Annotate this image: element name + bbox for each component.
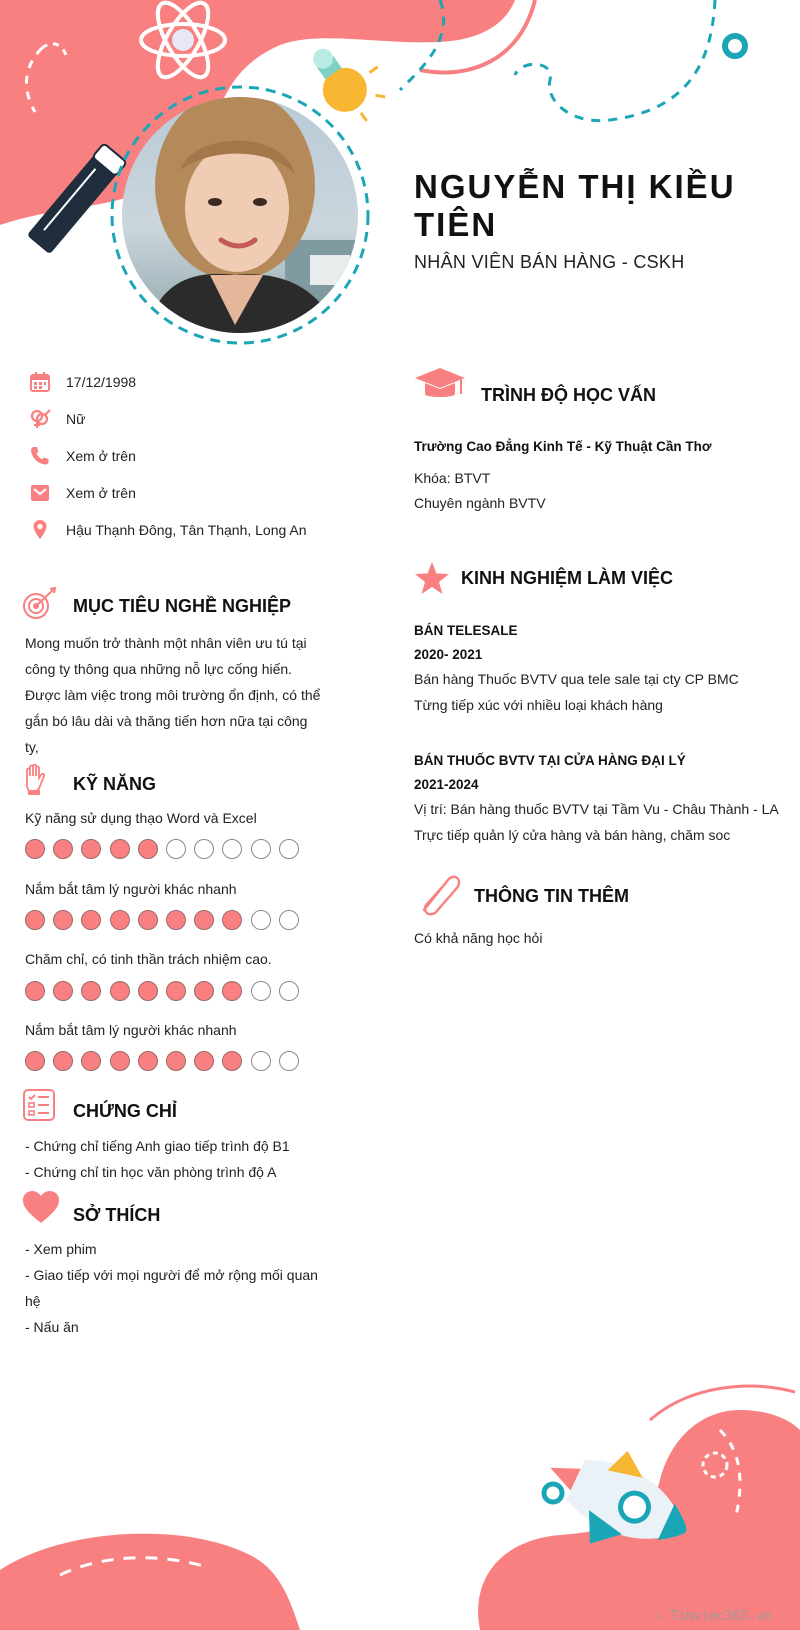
gender-icon <box>28 407 52 431</box>
certificate-item: - Chứng chỉ tiếng Anh giao tiếp trình độ B1 <box>25 1138 290 1154</box>
rating-dot-filled <box>222 981 242 1001</box>
email-icon <box>28 481 52 505</box>
job-description <box>414 796 799 848</box>
rating-dot-filled <box>81 981 101 1001</box>
rating-dot-filled <box>25 981 45 1001</box>
certificates-title: CHỨNG CHỈ <box>73 1101 177 1121</box>
skill-name: Chăm chỉ, có tinh thần trách nhiệm cao. <box>25 951 272 967</box>
skill-rating <box>25 1051 299 1071</box>
additional-text: Có khả năng học hỏi <box>414 930 543 946</box>
avatar <box>115 90 365 340</box>
rating-dot-filled <box>53 910 73 930</box>
education-course: Khóa: BTVT <box>414 470 491 486</box>
certificates-list <box>25 1133 325 1185</box>
rating-dot-empty <box>166 839 186 859</box>
job-line: Trực tiếp quản lý cửa hàng và bán hàng, chăm soc <box>414 827 731 843</box>
rating-dot-filled <box>138 1051 158 1071</box>
rating-dot-empty <box>194 839 214 859</box>
job-period: 2021-2024 <box>414 777 479 792</box>
location-icon <box>28 518 52 542</box>
rating-dot-empty <box>279 839 299 859</box>
experience-title: KINH NGHIỆM LÀM VIỆC <box>461 568 674 588</box>
rating-dot-filled <box>110 981 130 1001</box>
birthday-value: 17/12/1998 <box>66 374 137 390</box>
paperclip-icon <box>414 872 462 916</box>
skills-title: KỸ NĂNG <box>73 774 157 794</box>
info-birthday <box>28 370 136 394</box>
rating-dot-empty <box>251 910 271 930</box>
address-value: Hậu Thạnh Đông, Tân Thạnh, Long An <box>66 522 307 538</box>
rating-dot-filled <box>110 910 130 930</box>
objective-line: gắn bó lâu dài và thăng tiến hơn nữa tại công <box>25 713 308 729</box>
job-title: NHÂN VIÊN BÁN HÀNG - CSKH <box>414 252 685 272</box>
education-title: TRÌNH ĐỘ HỌC VẤN <box>481 385 656 405</box>
calendar-icon <box>28 370 52 394</box>
rating-dot-filled <box>81 910 101 930</box>
watermark: ∴ Timviec365.vn <box>654 1609 772 1624</box>
gender-value: Nữ <box>66 411 86 427</box>
hobby-line: - Xem phim <box>25 1241 97 1257</box>
rating-dot-filled <box>110 839 130 859</box>
rating-dot-filled <box>166 1051 186 1071</box>
rating-dot-empty <box>251 839 271 859</box>
graduation-cap-icon <box>414 366 466 402</box>
objective-title: MỤC TIÊU NGHỀ NGHIỆP <box>73 596 292 616</box>
info-email <box>28 481 136 505</box>
job-description <box>414 666 794 718</box>
heart-icon <box>22 1190 60 1224</box>
skill-name: Nắm bắt tâm lý người khác nhanh <box>25 881 237 897</box>
rating-dot-filled <box>222 910 242 930</box>
hand-icon <box>22 764 48 796</box>
skill-name: Nắm bắt tâm lý người khác nhanh <box>25 1022 237 1038</box>
rating-dot-filled <box>53 1051 73 1071</box>
phone-icon <box>28 444 52 468</box>
rating-dot-filled <box>222 1051 242 1071</box>
objective-line: công ty thông qua những nỗ lực cống hiến. <box>25 661 293 677</box>
rating-dot-filled <box>81 839 101 859</box>
objective-line: Được làm việc trong môi trường ổn định, có thể <box>25 687 321 703</box>
rating-dot-filled <box>138 910 158 930</box>
objective-text <box>25 630 325 760</box>
hobbies-title: SỞ THÍCH <box>73 1205 161 1225</box>
rating-dot-filled <box>138 981 158 1001</box>
school-name: Trường Cao Đẳng Kinh Tế - Kỹ Thuật Cần Thơ <box>414 439 712 454</box>
rating-dot-filled <box>138 839 158 859</box>
rating-dot-empty <box>251 981 271 1001</box>
rating-dot-filled <box>194 981 214 1001</box>
rating-dot-empty <box>279 1051 299 1071</box>
certificate-item: - Chứng chỉ tin học văn phòng trình độ A <box>25 1164 277 1180</box>
rating-dot-empty <box>251 1051 271 1071</box>
hobby-line: - Giao tiếp với mọi người để mở rộng mối quan <box>25 1267 318 1283</box>
target-icon <box>22 586 58 622</box>
candidate-name: NGUYỄN THỊ KIỀU TIÊN <box>414 168 736 243</box>
rating-dot-filled <box>25 839 45 859</box>
info-gender <box>28 407 85 431</box>
hobby-line: - Nấu ăn <box>25 1319 79 1335</box>
skill-rating <box>25 839 299 859</box>
rating-dot-filled <box>194 1051 214 1071</box>
hobbies-list <box>25 1236 325 1340</box>
rating-dot-filled <box>53 981 73 1001</box>
rating-dot-filled <box>166 981 186 1001</box>
phone-value: Xem ở trên <box>66 448 136 464</box>
education-major: Chuyên ngành BVTV <box>414 495 546 511</box>
job-line: Vị trí: Bán hàng thuốc BVTV tại Tầm Vu - Châu Thành - LA <box>414 801 779 817</box>
rating-dot-filled <box>25 1051 45 1071</box>
job-period: 2020- 2021 <box>414 647 483 662</box>
job-line: Từng tiếp xúc với nhiều loại khách hàng <box>414 697 663 713</box>
additional-title: THÔNG TIN THÊM <box>474 886 629 906</box>
rating-dot-filled <box>53 839 73 859</box>
job-position: BÁN TELESALE <box>414 623 518 638</box>
objective-line: ty, <box>25 739 39 755</box>
skill-name: Kỹ năng sử dụng thạo Word và Excel <box>25 810 257 826</box>
skill-rating <box>25 910 299 930</box>
rating-dot-filled <box>25 910 45 930</box>
rating-dot-empty <box>222 839 242 859</box>
email-value: Xem ở trên <box>66 485 136 501</box>
rating-dot-empty <box>279 981 299 1001</box>
info-address <box>28 518 307 542</box>
star-icon <box>414 561 450 595</box>
rating-dot-filled <box>81 1051 101 1071</box>
hobby-line: hệ <box>25 1293 41 1309</box>
job-position: BÁN THUỐC BVTV TẠI CỬA HÀNG ĐẠI LÝ <box>414 753 686 768</box>
job-line: Bán hàng Thuốc BVTV qua tele sale tại cty CP BMC <box>414 671 739 687</box>
rating-dot-filled <box>166 910 186 930</box>
rating-dot-filled <box>194 910 214 930</box>
rating-dot-filled <box>110 1051 130 1071</box>
info-phone <box>28 444 136 468</box>
checklist-icon <box>22 1088 56 1122</box>
skill-rating <box>25 981 299 1001</box>
rating-dot-empty <box>279 910 299 930</box>
objective-line: Mong muốn trở thành một nhân viên ưu tú tại <box>25 635 307 651</box>
